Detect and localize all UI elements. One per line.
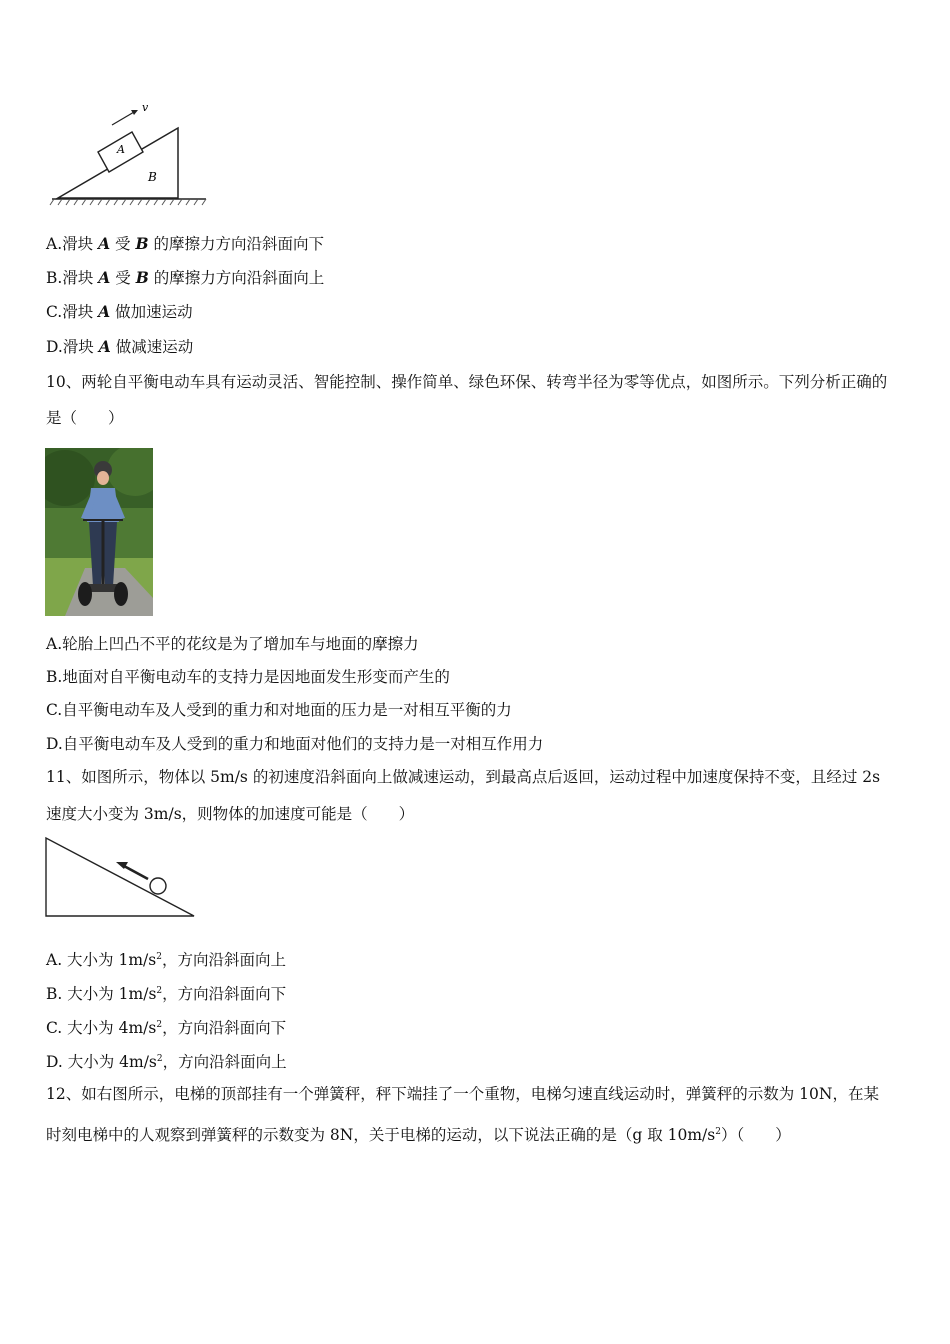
ball-incline-diagram bbox=[44, 836, 198, 920]
v-label: v bbox=[142, 101, 149, 114]
q10-stem-line1: 10、两轮自平衡电动车具有运动灵活、智能控制、操作简单、绿色环保、转弯半径为零等优点，如图所示。下列分析正确的 bbox=[46, 373, 888, 391]
q11-option-d: D. 大小为 $4m/s^2$，方向沿斜面向上 bbox=[46, 1053, 287, 1072]
segway-rider-photo bbox=[45, 448, 153, 616]
q9-option-d: D.滑块 A 做减速运动 bbox=[46, 337, 194, 356]
q12-stem-line2: 时刻电梯中的人观察到弹簧秤的示数变为 8N，关于电梯的运动，以下说法正确的是（g 取 $10m/s^2$）（ ） bbox=[46, 1126, 791, 1145]
q9-option-a: A.滑块 A 受 B 的摩擦力方向沿斜面向下 bbox=[46, 234, 325, 253]
b-label: B bbox=[148, 170, 157, 184]
q10-option-d: D.自平衡电动车及人受到的重力和地面对他们的支持力是一对相互作用力 bbox=[46, 735, 544, 753]
q10-option-b: B.地面对自平衡电动车的支持力是因地面发生形变而产生的 bbox=[46, 668, 450, 686]
q11-option-c: C. 大小为 $4m/s^2$，方向沿斜面向下 bbox=[46, 1019, 287, 1038]
incline-block-diagram bbox=[46, 95, 216, 210]
q11-option-b: B. 大小为 $1m/s^2$，方向沿斜面向下 bbox=[46, 985, 287, 1004]
q9-option-b: B.滑块 A 受 B 的摩擦力方向沿斜面向上 bbox=[46, 268, 325, 287]
q10-option-a: A.轮胎上凹凸不平的花纹是为了增加车与地面的摩擦力 bbox=[46, 635, 419, 653]
q12-stem-line1: 12、如右图所示，电梯的顶部挂有一个弹簧秤，秤下端挂了一个重物，电梯匀速直线运动时，弹簧秤的示数为 10N，在某 bbox=[46, 1085, 879, 1103]
ball bbox=[150, 878, 166, 894]
q9-option-c: C.滑块 A 做加速运动 bbox=[46, 302, 193, 321]
q10-option-c: C.自平衡电动车及人受到的重力和对地面的压力是一对相互平衡的力 bbox=[46, 701, 512, 719]
q10-stem-line2: 是（ ） bbox=[46, 409, 124, 427]
q11-stem-line2: 速度大小变为 3m/s，则物体的加速度可能是（ ） bbox=[46, 805, 415, 823]
q11-option-a: A. 大小为 $1m/s^2$，方向沿斜面向上 bbox=[46, 951, 286, 970]
a-label: A bbox=[117, 143, 125, 156]
q11-stem-line1: 11、如图所示，物体以 5m/s 的初速度沿斜面向上做减速运动，到最高点后返回，运动过程中加速度保持不变，且经过 2s bbox=[46, 768, 881, 786]
